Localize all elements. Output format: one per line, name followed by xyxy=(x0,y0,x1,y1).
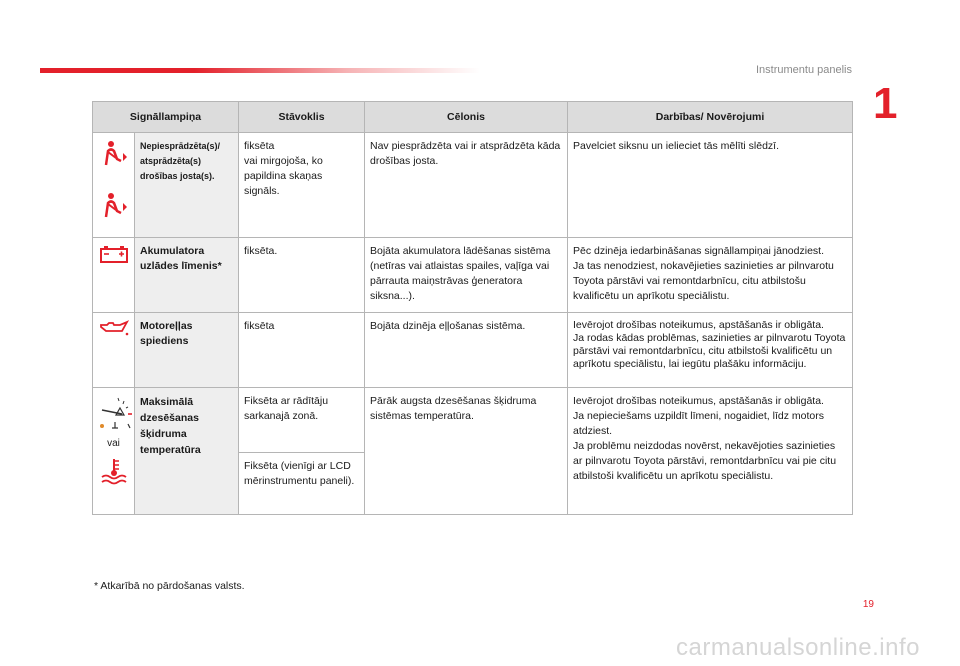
battery-icon xyxy=(99,244,129,264)
action-text: Pavelciet siksnu un ielieciet tās mēlīti slēdzī. xyxy=(568,133,853,238)
cause-text: Nav piesprādzēta vai ir atsprādzēta kāda drošības josta. xyxy=(365,133,568,238)
footer-watermark: carmanualsonline.info xyxy=(676,634,920,661)
seatbelt-rear-icon xyxy=(99,191,129,221)
table-row xyxy=(93,388,853,453)
cause-text: Pārāk augsta dzesēšanas šķidruma sistēmas temperatūra. xyxy=(365,388,568,515)
footnote: * Atkarībā no pārdošanas valsts. xyxy=(94,580,245,592)
action-text: Ievērojot drošības noteikumus, apstāšanās ir obligāta. Ja rodas kādas problēmas, sazinieties ar pilnvarotu Toyota pārstāvi vai remontdarbnīcu, citu atbilstoši kvalificētu un aprīkotu speciālistu, lai iegūtu plašāku informāciju. xyxy=(568,313,853,388)
table-header-row xyxy=(93,102,853,133)
table-row xyxy=(93,133,853,238)
warning-lights-table xyxy=(92,101,853,515)
icon-cell xyxy=(93,133,135,238)
state-text: fiksēta vai mirgojoša, ko papildina skaņas signāls. xyxy=(239,133,365,238)
state-text: Fiksēta ar rādītāju sarkanajā zonā. xyxy=(239,388,365,453)
section-title: Instrumentu panelis xyxy=(756,64,852,76)
column-header-action: Darbības/ Novērojumi xyxy=(568,102,853,133)
header-accent-bar xyxy=(40,68,480,73)
state-text: fiksēta xyxy=(239,313,365,388)
cause-text: Bojāta akumulatora lādēšanas sistēma (netīras vai atlaistas spailes, vaļīga vai pārrauta maiņstrāvas ģeneratora siksna...). xyxy=(365,238,568,313)
signal-name: Motoreļļas spiediens xyxy=(135,313,239,388)
column-header-state: Stāvoklis xyxy=(239,102,365,133)
action-text: Pēc dzinēja iedarbināšanas signāllampiņai jānodziest. Ja tas nenodziest, nokavējieties sazinieties ar pilnvarotu Toyota pārstāvi vai remontdarbnīcu, citu atbilstošu kvalificētu un aprīkotu speciālistu. xyxy=(568,238,853,313)
chapter-number: 1 xyxy=(873,79,898,128)
action-text: Ievērojot drošības noteikumus, apstāšanās ir obligāta. Ja nepieciešams uzpildīt līmeni, nogaidiet, līdz motors atdziest. Ja problēmu neizdodas novērst, nekavējoties sazinieties ar pilnvarotu Toyota pārstāvi, remontdarbnīcu vai pie citu atbilstoši kvalificētu un aprīkotu speciālistu. xyxy=(568,388,853,515)
page-number: 19 xyxy=(862,599,874,610)
icon-cell xyxy=(93,313,135,388)
seatbelt-front-icon xyxy=(99,139,129,169)
coolant-temperature-icon xyxy=(99,457,129,485)
icon-separator-text: vai xyxy=(107,438,120,449)
icon-cell xyxy=(93,238,135,313)
cause-text: Bojāta dzinēja eļļošanas sistēma. xyxy=(365,313,568,388)
column-header-signal: Signāllampiņa xyxy=(93,102,239,133)
column-header-cause: Cēlonis xyxy=(365,102,568,133)
table-row xyxy=(93,313,853,388)
temperature-gauge-icon xyxy=(98,394,134,432)
signal-name: Maksimālā dzesēšanas šķidruma temperatūra xyxy=(135,388,239,515)
signal-name: Akumulatora uzlādes līmenis* xyxy=(135,238,239,313)
state-text-secondary: Fiksēta (vienīgi ar LCD mērinstrumentu paneli). xyxy=(239,453,365,515)
state-text: fiksēta. xyxy=(239,238,365,313)
oil-can-icon xyxy=(98,319,130,337)
table-row xyxy=(93,238,853,313)
signal-name: Nepiesprādzēta(s)/ atsprādzēta(s) drošības josta(s). xyxy=(135,133,239,238)
icon-cell xyxy=(93,388,135,515)
